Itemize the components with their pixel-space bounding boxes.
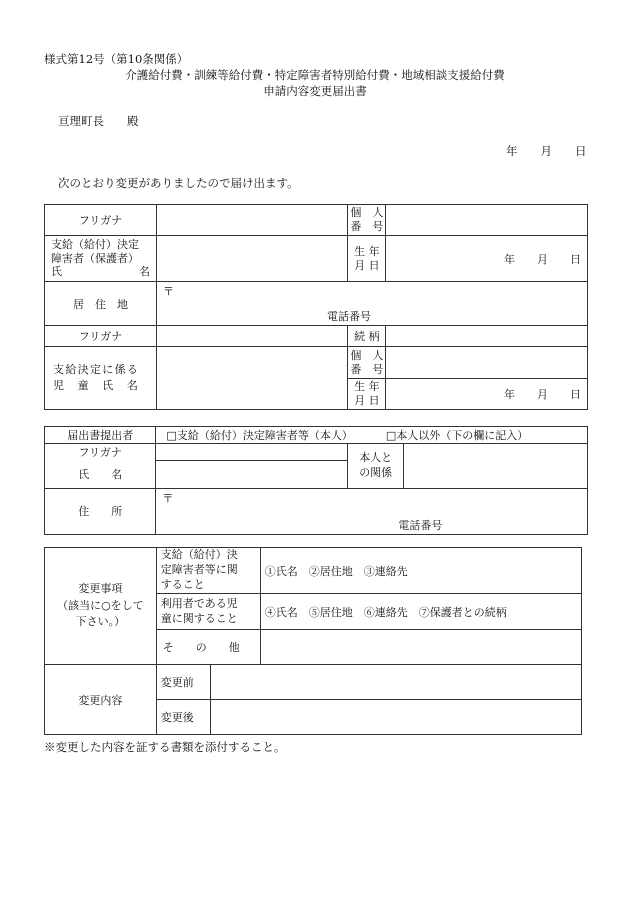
child-birth-date-label: 生 年 月 日 xyxy=(348,379,386,410)
child-birth-date-placeholder: 年 月 日 xyxy=(504,388,581,401)
submission-date: 年 月 日 xyxy=(506,144,587,158)
before-label: 変更前 xyxy=(156,665,210,700)
phone-label: 電話番号 xyxy=(326,310,371,323)
relation-label: 続 柄 xyxy=(348,326,386,347)
option-self-checkbox[interactable]: □支給（給付）決定障害者等（本人） xyxy=(166,429,353,442)
submitter-relation-label: 本人と の関係 xyxy=(348,444,404,489)
form-number: 様式第12号（第10条関係） xyxy=(44,52,189,66)
change-items-label: 変更事項 （該当に○をして 下さい。） xyxy=(45,548,157,665)
option-other-checkbox[interactable]: □本人以外（下の欄に記入） xyxy=(385,429,529,442)
submitter-furigana-field[interactable] xyxy=(156,444,348,461)
submitter-label: 届出書提出者 xyxy=(45,427,156,444)
after-label: 変更後 xyxy=(156,700,210,735)
child-name-label: 支給決定に係る 児 童 氏 名 xyxy=(45,347,157,410)
submitter-name-field[interactable] xyxy=(156,460,348,488)
submitter-options xyxy=(156,427,588,444)
submitter-address-field[interactable] xyxy=(156,488,588,534)
address-field[interactable] xyxy=(156,282,587,326)
individual-number-label: 個 人 番 号 xyxy=(348,205,386,236)
birth-date-label: 生 年 月 日 xyxy=(348,236,386,282)
furigana-label: フリガナ xyxy=(45,205,157,236)
address-label: 居 住 地 xyxy=(45,282,157,326)
addressee: 亘理町長 殿 xyxy=(58,114,139,128)
row3-field[interactable] xyxy=(260,630,581,665)
submitter-name-label: 氏 名 xyxy=(45,460,156,488)
row3-label: そ の 他 xyxy=(156,630,260,665)
child-furigana-field[interactable] xyxy=(156,326,347,347)
recipient-name-field[interactable] xyxy=(156,236,347,282)
before-field[interactable] xyxy=(210,665,581,700)
individual-number-field[interactable] xyxy=(386,205,588,236)
submitter-relation-field[interactable] xyxy=(404,444,588,489)
submitter-postal-mark: 〒 xyxy=(162,491,174,505)
change-table xyxy=(44,547,582,735)
child-individual-number-field[interactable] xyxy=(386,347,588,379)
intro-text: 次のとおり変更がありましたので届け出ます。 xyxy=(58,176,299,190)
submitter-address-label: 住 所 xyxy=(45,488,156,534)
form-title-line1: 介護給付費・訓練等給付費・特定障害者特別給付費・地域相談支援給付費 xyxy=(125,68,505,82)
child-furigana-label: フリガナ xyxy=(45,326,157,347)
furigana-field[interactable] xyxy=(156,205,347,236)
child-individual-number-label: 個 人 番 号 xyxy=(348,347,386,379)
submitter-furigana-label: フリガナ xyxy=(45,444,156,461)
change-content-label: 変更内容 xyxy=(45,665,157,735)
submitter-table xyxy=(44,426,588,535)
birth-date-field[interactable] xyxy=(386,236,588,282)
after-field[interactable] xyxy=(210,700,581,735)
row1-options[interactable]: ①氏名 ②居住地 ③連絡先 xyxy=(260,548,581,594)
form-title-line2: 申請内容変更届出書 xyxy=(263,84,367,98)
row2-options[interactable]: ④氏名 ⑤居住地 ⑥連絡先 ⑦保護者との続柄 xyxy=(260,594,581,630)
applicant-table xyxy=(44,204,588,410)
child-birth-date-field[interactable] xyxy=(386,379,588,410)
submitter-phone-label: 電話番号 xyxy=(398,518,443,532)
row1-label: 支給（給付）決 定障害者等に関 すること xyxy=(156,548,260,594)
recipient-name-label: 支給（給付）決定 障害者（保護者） 氏 名 xyxy=(45,236,157,282)
relation-field[interactable] xyxy=(386,326,588,347)
row2-label: 利用者である児 童に関すること xyxy=(156,594,260,630)
postal-mark: 〒 xyxy=(162,285,174,298)
birth-date-placeholder: 年 月 日 xyxy=(504,252,581,266)
footnote: ※変更した内容を証する書類を添付すること。 xyxy=(44,740,286,754)
child-name-field[interactable] xyxy=(156,347,347,410)
